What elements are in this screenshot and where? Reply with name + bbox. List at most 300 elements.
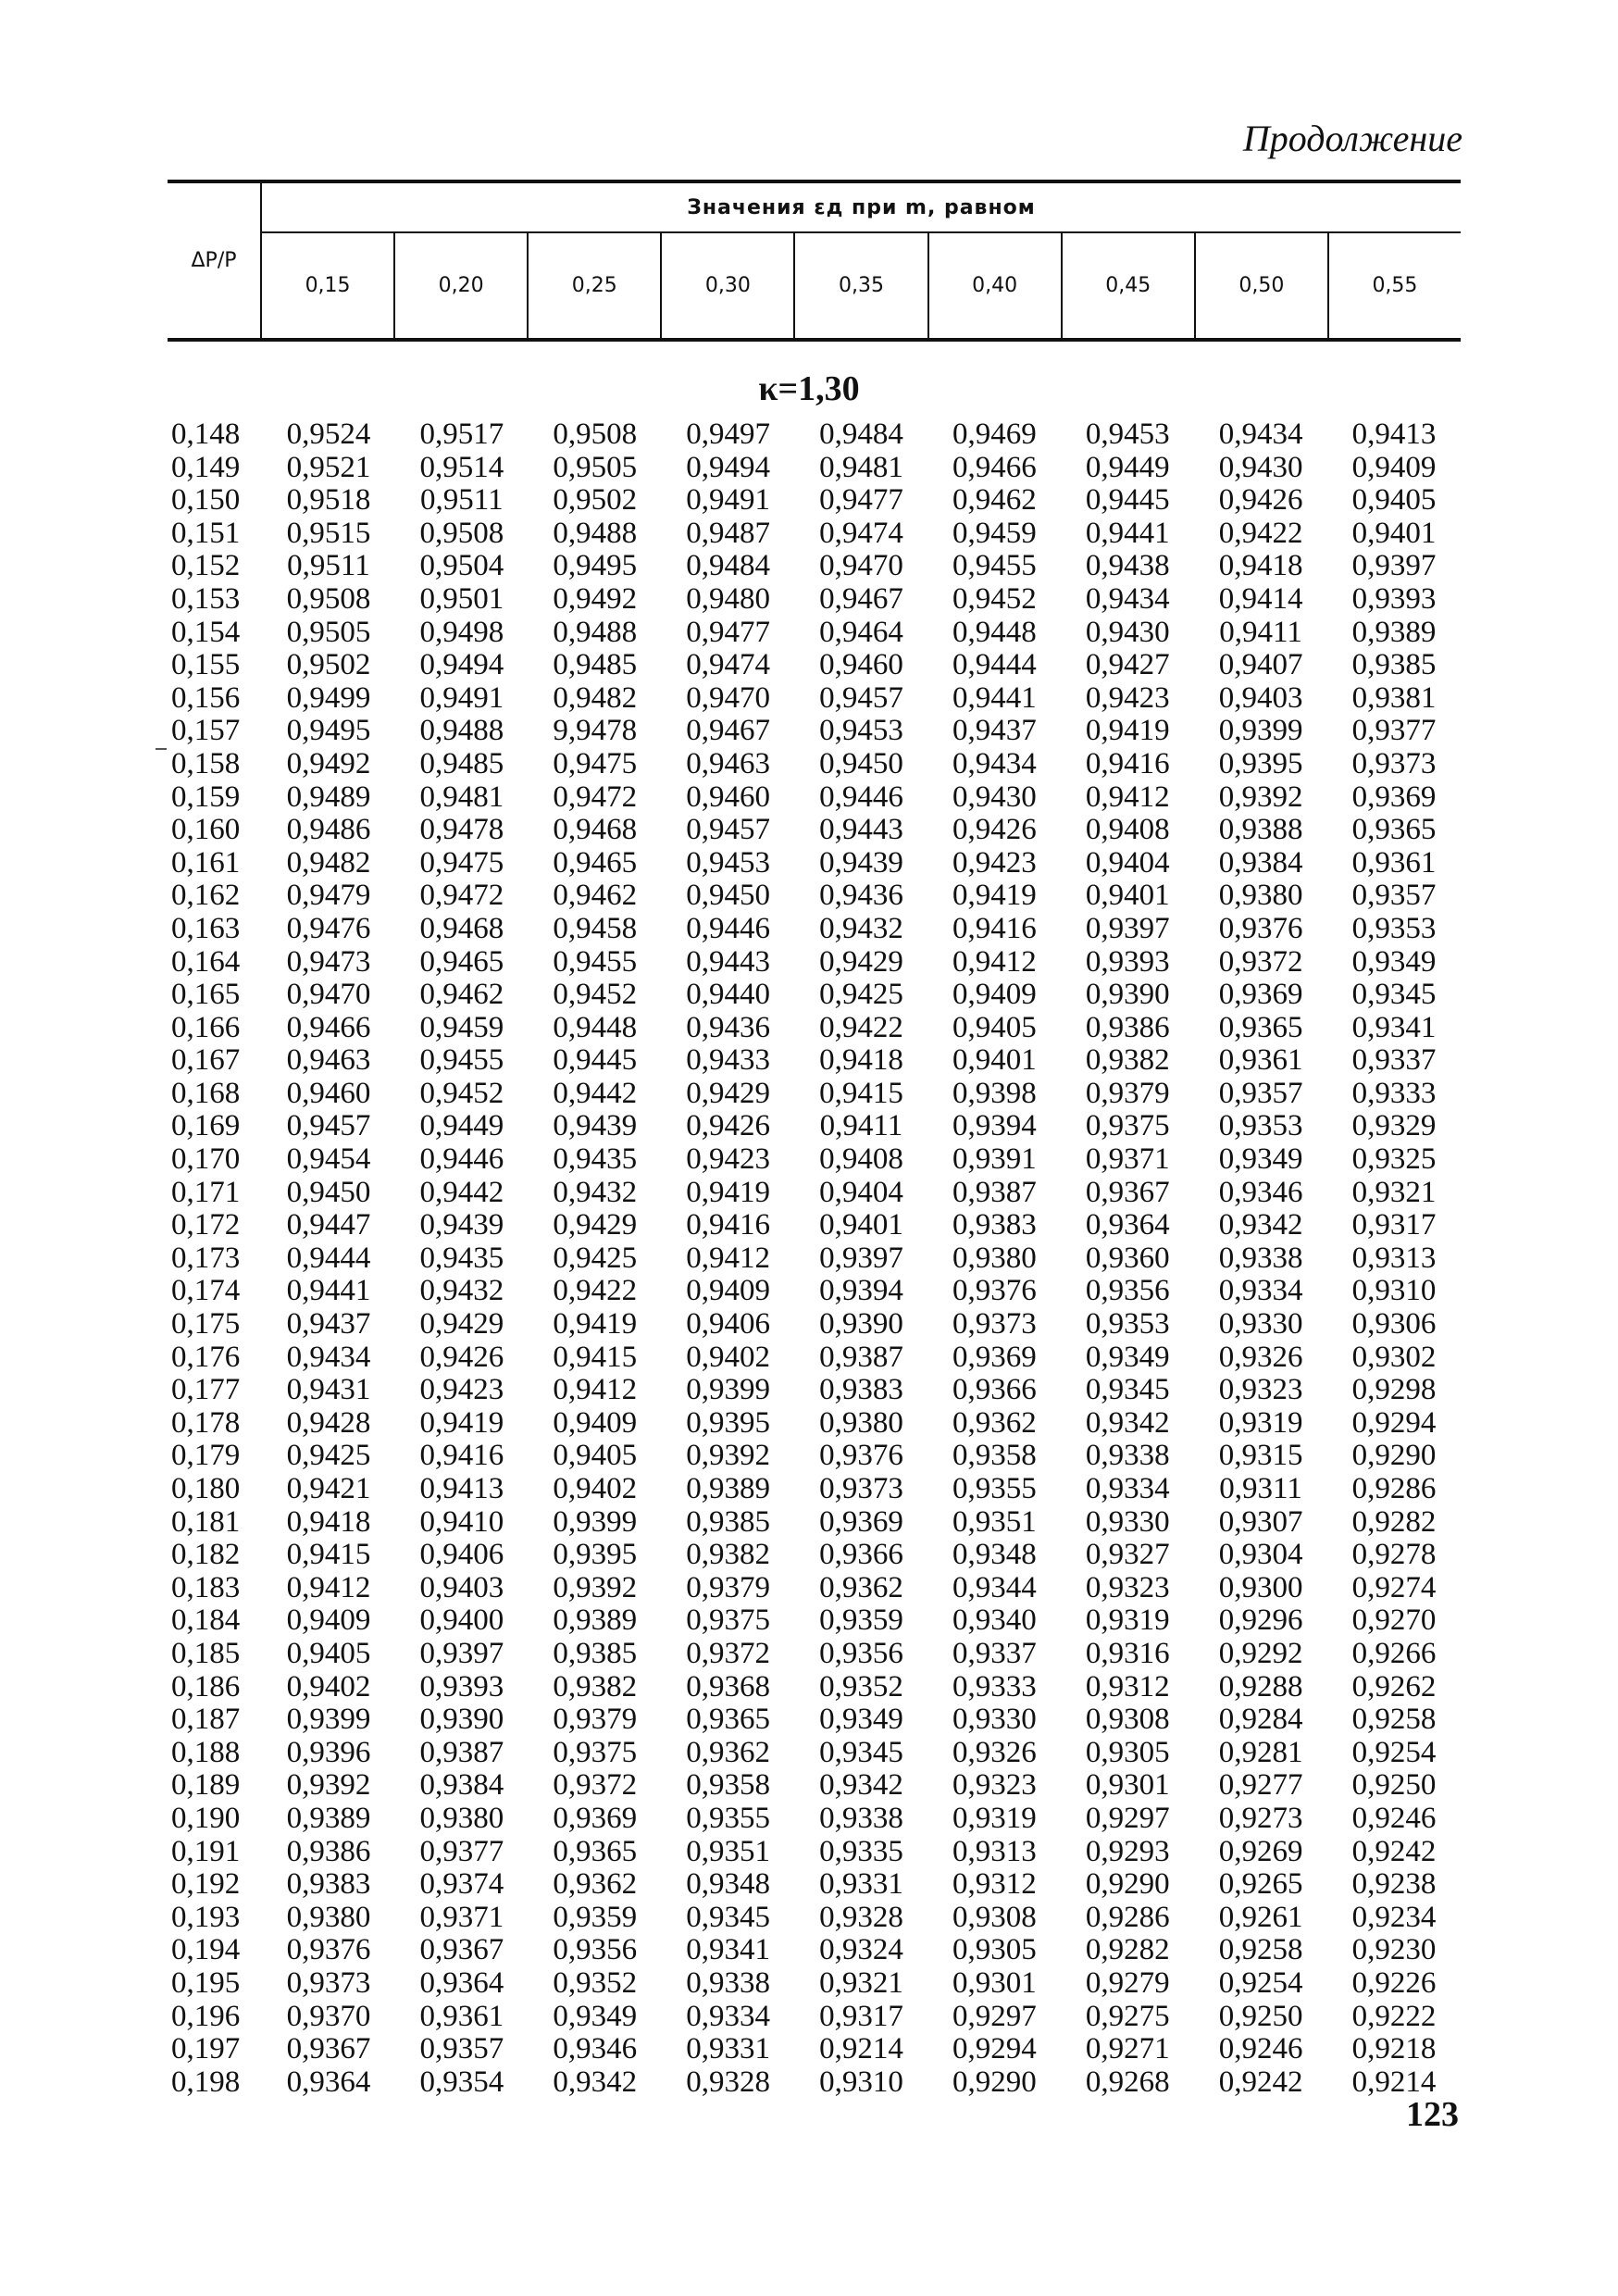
- epsilon-value-cell: 0,9454: [286, 1142, 371, 1177]
- epsilon-value-cell: 0,9230: [1351, 1933, 1437, 1967]
- pressure-ratio-cell: 0,178: [171, 1405, 241, 1440]
- epsilon-value-cell: 0,9273: [1218, 1801, 1303, 1835]
- epsilon-value-cell: 0,9369: [1351, 780, 1437, 814]
- epsilon-value-cell: 0,9390: [419, 1703, 504, 1737]
- epsilon-value-cell: 0,9324: [819, 1933, 903, 1967]
- table-row: [168, 1803, 1461, 1836]
- pressure-ratio-cell: 0,157: [171, 714, 241, 748]
- epsilon-value-cell: 0,9494: [686, 450, 770, 484]
- epsilon-value-cell: 0,9413: [1351, 418, 1437, 451]
- epsilon-value-cell: 0,9409: [952, 978, 1037, 1012]
- epsilon-value-cell: 0,9334: [1218, 1274, 1303, 1308]
- epsilon-value-cell: 0,9380: [286, 1900, 371, 1934]
- pressure-ratio-cell: 0,196: [171, 1999, 241, 2033]
- epsilon-value-cell: 0,9441: [286, 1274, 371, 1308]
- epsilon-value-cell: 0,9262: [1351, 1669, 1437, 1703]
- table-row: [168, 1275, 1461, 1308]
- epsilon-value-cell: 0,9396: [286, 1735, 371, 1769]
- epsilon-value-cell: 0,9361: [1218, 1043, 1303, 1078]
- epsilon-value-cell: 0,9357: [1351, 879, 1437, 913]
- pressure-ratio-cell: 0,150: [171, 483, 241, 518]
- epsilon-value-cell: 0,9416: [952, 911, 1037, 945]
- epsilon-value-cell: 0,9290: [952, 2065, 1037, 2099]
- epsilon-value-cell: 0,9326: [952, 1735, 1037, 1769]
- epsilon-value-cell: 0,9423: [419, 1373, 504, 1407]
- epsilon-value-cell: 0,9400: [419, 1603, 504, 1638]
- epsilon-value-cell: 0,9325: [1351, 1142, 1437, 1177]
- epsilon-value-cell: 0,9392: [553, 1570, 638, 1604]
- m-value-header: 0,25: [527, 233, 660, 338]
- epsilon-value-cell: 0,9349: [553, 1999, 638, 2033]
- epsilon-value-cell: 0,9508: [553, 418, 638, 451]
- epsilon-value-cell: 0,9399: [1218, 714, 1303, 748]
- epsilon-value-cell: 0,9470: [686, 680, 770, 715]
- epsilon-value-cell: 0,9323: [952, 1768, 1037, 1803]
- epsilon-value-cell: 0,9362: [686, 1735, 770, 1769]
- epsilon-value-cell: 0,9384: [1218, 845, 1303, 880]
- epsilon-value-cell: 0,9349: [1351, 944, 1437, 979]
- epsilon-value-cell: 0,9444: [286, 1241, 371, 1275]
- table-row: [168, 418, 1461, 452]
- epsilon-value-cell: 0,9359: [553, 1900, 638, 1934]
- epsilon-value-cell: 0,9505: [286, 615, 371, 649]
- table-row: [168, 979, 1461, 1012]
- epsilon-value-cell: 0,9246: [1351, 1801, 1437, 1835]
- epsilon-value-cell: 0,9489: [286, 780, 371, 814]
- epsilon-value-cell: 0,9383: [819, 1373, 903, 1407]
- epsilon-value-cell: 0,9412: [686, 1241, 770, 1275]
- table-row: [168, 946, 1461, 980]
- continued-label: Продолжение: [1242, 118, 1462, 159]
- epsilon-value-cell: 0,9488: [553, 615, 638, 649]
- pressure-ratio-cell: 0,169: [171, 1109, 241, 1143]
- epsilon-value-cell: 0,9411: [1219, 615, 1302, 649]
- epsilon-value-cell: 0,9312: [1085, 1669, 1170, 1703]
- epsilon-value-cell: 0,9368: [686, 1669, 770, 1703]
- table-row: [168, 1604, 1461, 1638]
- epsilon-value-cell: 0,9457: [286, 1109, 371, 1143]
- epsilon-value-cell: 0,9258: [1351, 1703, 1437, 1737]
- epsilon-value-cell: 0,9445: [1085, 483, 1170, 518]
- epsilon-value-cell: 0,9421: [286, 1472, 371, 1505]
- epsilon-value-cell: 0,9453: [686, 845, 770, 880]
- epsilon-value-cell: 0,9429: [553, 1208, 638, 1242]
- epsilon-value-cell: 0,9361: [419, 1999, 504, 2033]
- table-row: [168, 880, 1461, 913]
- epsilon-value-cell: 0,9301: [1085, 1768, 1170, 1803]
- epsilon-value-cell: 0,9345: [1085, 1373, 1170, 1407]
- epsilon-value-cell: 0,9473: [286, 944, 371, 979]
- epsilon-value-cell: 0,9524: [286, 418, 371, 451]
- epsilon-value-cell: 0,9401: [819, 1208, 903, 1242]
- epsilon-value-cell: 0,9397: [1085, 911, 1170, 945]
- epsilon-value-cell: 0,9379: [686, 1570, 770, 1604]
- epsilon-value-cell: 0,9443: [686, 944, 770, 979]
- epsilon-value-cell: 0,9504: [419, 549, 504, 583]
- epsilon-value-cell: 0,9345: [1351, 978, 1437, 1012]
- table-row: [168, 781, 1461, 815]
- epsilon-value-cell: 0,9467: [819, 581, 903, 616]
- epsilon-value-cell: 0,9242: [1218, 2065, 1303, 2099]
- epsilon-value-cell: 0,9425: [286, 1439, 371, 1473]
- m-values-header-row: [262, 233, 1461, 338]
- epsilon-value-cell: 0,9449: [1085, 450, 1170, 484]
- table-row: [168, 1374, 1461, 1407]
- epsilon-value-cell: 0,9304: [1218, 1538, 1303, 1572]
- table-row: [168, 1671, 1461, 1704]
- pressure-ratio-cell: 0,161: [171, 845, 241, 880]
- epsilon-value-cell: 0,9268: [1085, 2065, 1170, 2099]
- epsilon-value-cell: 0,9416: [686, 1208, 770, 1242]
- epsilon-value-cell: 0,9491: [419, 680, 504, 715]
- epsilon-value-cell: 0,9480: [686, 581, 770, 616]
- epsilon-value-cell: 0,9349: [1218, 1142, 1303, 1177]
- epsilon-value-cell: 0,9393: [1351, 581, 1437, 616]
- pressure-ratio-cell: 0,158: [171, 746, 241, 780]
- epsilon-value-cell: 0,9329: [1351, 1109, 1437, 1143]
- epsilon-value-cell: 0,9375: [1085, 1109, 1170, 1143]
- epsilon-value-cell: 0,9331: [819, 1867, 903, 1902]
- epsilon-value-cell: 0,9466: [286, 1010, 371, 1044]
- epsilon-value-cell: 0,9297: [952, 1999, 1037, 2033]
- epsilon-value-cell: 0,9389: [686, 1472, 770, 1505]
- epsilon-value-cell: 0,9293: [1085, 1834, 1170, 1868]
- pressure-ratio-cell: 0,198: [171, 2065, 241, 2099]
- epsilon-value-cell: 0,9294: [952, 2032, 1037, 2066]
- epsilon-value-cell: 0,9234: [1351, 1900, 1437, 1934]
- epsilon-value-cell: 0,9439: [553, 1109, 638, 1143]
- epsilon-value-cell: 0,9250: [1218, 1999, 1303, 2033]
- epsilon-value-cell: 0,9462: [419, 978, 504, 1012]
- epsilon-value-cell: 0,9412: [952, 944, 1037, 979]
- epsilon-value-cell: 0,9475: [419, 845, 504, 880]
- epsilon-value-cell: 0,9319: [952, 1801, 1037, 1835]
- pressure-ratio-cell: 0,177: [171, 1373, 241, 1407]
- epsilon-value-cell: 0,9484: [686, 549, 770, 583]
- epsilon-value-cell: 0,9367: [419, 1933, 504, 1967]
- epsilon-value-cell: 0,9334: [1085, 1472, 1170, 1505]
- epsilon-value-cell: 0,9422: [819, 1010, 903, 1044]
- epsilon-value-cell: 0,9290: [1085, 1867, 1170, 1902]
- table-row: [168, 1934, 1461, 1967]
- epsilon-value-cell: 0,9375: [686, 1603, 770, 1638]
- epsilon-value-cell: 0,9397: [1351, 549, 1437, 583]
- epsilon-value-cell: 0,9521: [286, 450, 371, 484]
- epsilon-value-cell: 0,9330: [952, 1703, 1037, 1737]
- epsilon-value-cell: 0,9415: [553, 1340, 638, 1374]
- epsilon-value-cell: 0,9478: [419, 813, 504, 847]
- epsilon-value-cell: 0,9450: [286, 1175, 371, 1209]
- epsilon-value-cell: 0,9494: [419, 648, 504, 682]
- epsilon-value-cell: 0,9326: [1218, 1340, 1303, 1374]
- epsilon-value-cell: 0,9409: [686, 1274, 770, 1308]
- epsilon-value-cell: 0,9492: [553, 581, 638, 616]
- pressure-ratio-cell: 0,188: [171, 1735, 241, 1769]
- table-row: [168, 1242, 1461, 1276]
- epsilon-value-cell: 0,9472: [553, 780, 638, 814]
- epsilon-value-cell: 0,9466: [952, 450, 1037, 484]
- epsilon-value-cell: 0,9290: [1351, 1439, 1437, 1473]
- epsilon-value-cell: 0,9319: [1218, 1405, 1303, 1440]
- epsilon-value-cell: 0,9226: [1351, 1965, 1437, 2000]
- table-row: [168, 1209, 1461, 1242]
- table-row: [168, 715, 1461, 748]
- epsilon-value-cell: 0,9413: [419, 1472, 504, 1505]
- epsilon-value-cell: 0,9338: [1085, 1439, 1170, 1473]
- epsilon-value-cell: 0,9328: [686, 2065, 770, 2099]
- table-row: [168, 1539, 1461, 1572]
- epsilon-value-cell: 0,9418: [819, 1043, 903, 1078]
- epsilon-value-cell: 0,9416: [1085, 746, 1170, 780]
- epsilon-value-cell: 0,9356: [553, 1933, 638, 1967]
- epsilon-value-cell: 0,9416: [419, 1439, 504, 1473]
- pressure-ratio-cell: 0,168: [171, 1076, 241, 1110]
- epsilon-value-cell: 0,9306: [1351, 1307, 1437, 1341]
- epsilon-value-cell: 0,9468: [419, 911, 504, 945]
- epsilon-value-cell: 0,9426: [1218, 483, 1303, 518]
- epsilon-value-cell: 0,9281: [1218, 1735, 1303, 1769]
- pressure-ratio-cell: 0,164: [171, 944, 241, 979]
- epsilon-value-cell: 0,9389: [553, 1603, 638, 1638]
- epsilon-value-cell: 0,9218: [1351, 2032, 1437, 2066]
- epsilon-value-cell: 0,9453: [1085, 418, 1170, 451]
- epsilon-value-cell: 0,9434: [1085, 581, 1170, 616]
- epsilon-value-cell: 0,9349: [819, 1703, 903, 1737]
- epsilon-value-cell: 0,9432: [553, 1175, 638, 1209]
- epsilon-value-cell: 0,9423: [1085, 680, 1170, 715]
- epsilon-value-cell: 0,9390: [819, 1307, 903, 1341]
- table-row: [168, 2066, 1461, 2100]
- epsilon-value-cell: 0,9430: [1218, 450, 1303, 484]
- epsilon-value-cell: 0,9386: [1085, 1010, 1170, 1044]
- epsilon-value-cell: 0,9442: [553, 1076, 638, 1110]
- epsilon-value-cell: 0,9446: [819, 780, 903, 814]
- epsilon-value-cell: 0,9344: [952, 1570, 1037, 1604]
- epsilon-value-cell: 0,9342: [1218, 1208, 1303, 1242]
- table-row: [168, 2001, 1461, 2034]
- pressure-ratio-cell: 0,185: [171, 1636, 241, 1670]
- epsilon-value-cell: 0,9408: [819, 1142, 903, 1177]
- epsilon-value-cell: 0,9398: [952, 1076, 1037, 1110]
- epsilon-value-cell: 0,9367: [1085, 1175, 1170, 1209]
- epsilon-value-cell: 0,9452: [952, 581, 1037, 616]
- epsilon-value-cell: 0,9402: [286, 1669, 371, 1703]
- pressure-ratio-cell: 0,162: [171, 879, 241, 913]
- epsilon-value-cell: 0,9430: [1085, 615, 1170, 649]
- pressure-ratio-cell: 0,173: [171, 1241, 241, 1275]
- epsilon-value-cell: 0,9388: [1218, 813, 1303, 847]
- pressure-ratio-cell: 0,167: [171, 1043, 241, 1078]
- epsilon-value-cell: 0,9302: [1351, 1340, 1437, 1374]
- epsilon-value-cell: 0,9296: [1218, 1603, 1303, 1638]
- pressure-ratio-cell: 0,155: [171, 648, 241, 682]
- epsilon-value-cell: 0,9465: [419, 944, 504, 979]
- epsilon-value-cell: 0,9372: [686, 1636, 770, 1670]
- epsilon-value-cell: 0,9429: [686, 1076, 770, 1110]
- margin-dash: [156, 748, 167, 750]
- table-row: [168, 1506, 1461, 1540]
- epsilon-value-cell: 0,9364: [419, 1965, 504, 2000]
- epsilon-value-cell: 0,9250: [1351, 1768, 1437, 1803]
- epsilon-value-cell: 9,9478: [553, 714, 638, 748]
- pressure-ratio-cell: 0,151: [171, 516, 241, 550]
- epsilon-value-cell: 0,9392: [1218, 780, 1303, 814]
- table-row: [168, 1868, 1461, 1902]
- epsilon-value-cell: 0,9462: [952, 483, 1037, 518]
- epsilon-value-cell: 0,9383: [286, 1867, 371, 1902]
- epsilon-value-cell: 0,9426: [952, 813, 1037, 847]
- epsilon-value-cell: 0,9365: [553, 1834, 638, 1868]
- epsilon-value-cell: 0,9395: [1218, 746, 1303, 780]
- epsilon-value-cell: 0,9384: [419, 1768, 504, 1803]
- epsilon-value-cell: 0,9443: [819, 813, 903, 847]
- epsilon-value-cell: 0,9399: [286, 1703, 371, 1737]
- epsilon-value-cell: 0,9498: [419, 615, 504, 649]
- epsilon-value-cell: 0,9359: [819, 1603, 903, 1638]
- pressure-ratio-cell: 0,189: [171, 1768, 241, 1803]
- table-row: [168, 748, 1461, 781]
- epsilon-value-cell: 0,9427: [1085, 648, 1170, 682]
- epsilon-value-cell: 0,9445: [553, 1043, 638, 1078]
- epsilon-value-cell: 0,9429: [819, 944, 903, 979]
- epsilon-value-cell: 0,9222: [1351, 1999, 1437, 2033]
- epsilon-value-cell: 0,9457: [819, 680, 903, 715]
- epsilon-value-cell: 0,9446: [686, 911, 770, 945]
- data-table-body: [168, 418, 1461, 2099]
- epsilon-value-cell: 0,9317: [1351, 1208, 1437, 1242]
- pressure-ratio-cell: 0,172: [171, 1208, 241, 1242]
- epsilon-value-cell: 0,9317: [819, 1999, 903, 2033]
- epsilon-value-cell: 0,9342: [553, 2065, 638, 2099]
- epsilon-value-cell: 0,9487: [686, 516, 770, 550]
- table-header: [168, 180, 1461, 342]
- table-row: [168, 1902, 1461, 1935]
- epsilon-value-cell: 0,9238: [1351, 1867, 1437, 1902]
- epsilon-value-cell: 0,9409: [1351, 450, 1437, 484]
- epsilon-value-cell: 0,9366: [952, 1373, 1037, 1407]
- table-row: [168, 1572, 1461, 1605]
- epsilon-value-cell: 0,9447: [286, 1208, 371, 1242]
- epsilon-value-cell: 0,9258: [1218, 1933, 1303, 1967]
- epsilon-value-cell: 0,9434: [952, 746, 1037, 780]
- epsilon-value-cell: 0,9298: [1351, 1373, 1437, 1407]
- epsilon-value-cell: 0,9362: [819, 1570, 903, 1604]
- epsilon-value-cell: 0,9435: [419, 1241, 504, 1275]
- epsilon-value-cell: 0,9383: [952, 1208, 1037, 1242]
- epsilon-value-cell: 0,9265: [1218, 1867, 1303, 1902]
- epsilon-value-cell: 0,9365: [686, 1703, 770, 1737]
- pressure-ratio-cell: 0,180: [171, 1472, 241, 1505]
- epsilon-value-cell: 0,9405: [1351, 483, 1437, 518]
- epsilon-value-cell: 0,9352: [819, 1669, 903, 1703]
- epsilon-value-cell: 0,9323: [1218, 1373, 1303, 1407]
- epsilon-value-cell: 0,9479: [286, 879, 371, 913]
- epsilon-value-cell: 0,9391: [952, 1142, 1037, 1177]
- epsilon-value-cell: 0,9389: [1351, 615, 1437, 649]
- epsilon-value-cell: 0,9508: [286, 581, 371, 616]
- epsilon-value-cell: 0,9393: [419, 1669, 504, 1703]
- epsilon-value-cell: 0,9370: [286, 1999, 371, 2033]
- epsilon-value-cell: 0,9365: [1218, 1010, 1303, 1044]
- epsilon-value-cell: 0,9403: [1218, 680, 1303, 715]
- epsilon-value-cell: 0,9361: [1351, 845, 1437, 880]
- epsilon-value-cell: 0,9474: [686, 648, 770, 682]
- epsilon-value-cell: 0,9448: [553, 1010, 638, 1044]
- epsilon-value-cell: 0,9405: [952, 1010, 1037, 1044]
- kappa-section-label: κ=1,30: [758, 369, 860, 408]
- pressure-ratio-cell: 0,181: [171, 1504, 241, 1539]
- epsilon-value-cell: 0,9333: [952, 1669, 1037, 1703]
- table-row: [168, 1177, 1461, 1210]
- epsilon-value-cell: 0,9433: [686, 1043, 770, 1078]
- epsilon-value-cell: 0,9386: [286, 1834, 371, 1868]
- page-number: 123: [1406, 2095, 1459, 2134]
- epsilon-value-cell: 0,9355: [686, 1801, 770, 1835]
- table-row: [168, 682, 1461, 716]
- epsilon-value-cell: 0,9372: [553, 1768, 638, 1803]
- m-value-header: 0,40: [927, 233, 1061, 338]
- table-row: [168, 1769, 1461, 1803]
- epsilon-value-cell: 0,9305: [1085, 1735, 1170, 1769]
- epsilon-value-cell: 0,9367: [286, 2032, 371, 2066]
- epsilon-value-cell: 0,9380: [819, 1405, 903, 1440]
- epsilon-value-cell: 0,9514: [419, 450, 504, 484]
- epsilon-value-cell: 0,9392: [286, 1768, 371, 1803]
- epsilon-value-cell: 0,9308: [952, 1900, 1037, 1934]
- epsilon-value-cell: 0,9349: [1085, 1340, 1170, 1374]
- epsilon-value-cell: 0,9455: [419, 1043, 504, 1078]
- epsilon-value-cell: 0,9278: [1351, 1538, 1437, 1572]
- epsilon-value-cell: 0,9254: [1218, 1965, 1303, 2000]
- epsilon-value-cell: 0,9468: [553, 813, 638, 847]
- epsilon-value-cell: 0,9460: [286, 1076, 371, 1110]
- table-row: [168, 1341, 1461, 1375]
- epsilon-value-cell: 0,9369: [819, 1504, 903, 1539]
- epsilon-value-cell: 0,9397: [819, 1241, 903, 1275]
- m-value-header: 0,45: [1061, 233, 1194, 338]
- epsilon-value-cell: 0,9275: [1085, 1999, 1170, 2033]
- epsilon-value-cell: 0,9371: [419, 1900, 504, 1934]
- epsilon-value-cell: 0,9312: [952, 1867, 1037, 1902]
- epsilon-value-cell: 0,9404: [819, 1175, 903, 1209]
- epsilon-value-cell: 0,9321: [819, 1965, 903, 2000]
- pressure-ratio-cell: 0,160: [171, 813, 241, 847]
- table-row: [168, 2033, 1461, 2066]
- pressure-ratio-cell: 0,148: [171, 418, 241, 451]
- epsilon-value-cell: 0,9481: [819, 450, 903, 484]
- epsilon-value-cell: 0,9394: [819, 1274, 903, 1308]
- epsilon-value-cell: 0,9346: [553, 2032, 638, 2066]
- epsilon-value-cell: 0,9385: [1351, 648, 1437, 682]
- epsilon-value-cell: 0,9364: [286, 2065, 371, 2099]
- epsilon-value-cell: 0,9379: [1085, 1076, 1170, 1110]
- epsilon-value-cell: 0,9492: [286, 746, 371, 780]
- epsilon-value-cell: 0,9385: [553, 1636, 638, 1670]
- pressure-ratio-cell: 0,175: [171, 1307, 241, 1341]
- epsilon-value-cell: 0,9462: [553, 879, 638, 913]
- epsilon-value-cell: 0,9331: [686, 2032, 770, 2066]
- epsilon-value-cell: 0,9382: [1085, 1043, 1170, 1078]
- epsilon-value-cell: 0,9376: [819, 1439, 903, 1473]
- epsilon-value-cell: 0,9323: [1085, 1570, 1170, 1604]
- epsilon-value-cell: 0,9313: [1351, 1241, 1437, 1275]
- epsilon-value-cell: 0,9246: [1218, 2032, 1303, 2066]
- epsilon-value-cell: 0,9362: [553, 1867, 638, 1902]
- epsilon-value-cell: 0,9319: [1085, 1603, 1170, 1638]
- epsilon-value-cell: 0,9348: [952, 1538, 1037, 1572]
- pressure-ratio-cell: 0,192: [171, 1867, 241, 1902]
- epsilon-value-cell: 0,9328: [819, 1900, 903, 1934]
